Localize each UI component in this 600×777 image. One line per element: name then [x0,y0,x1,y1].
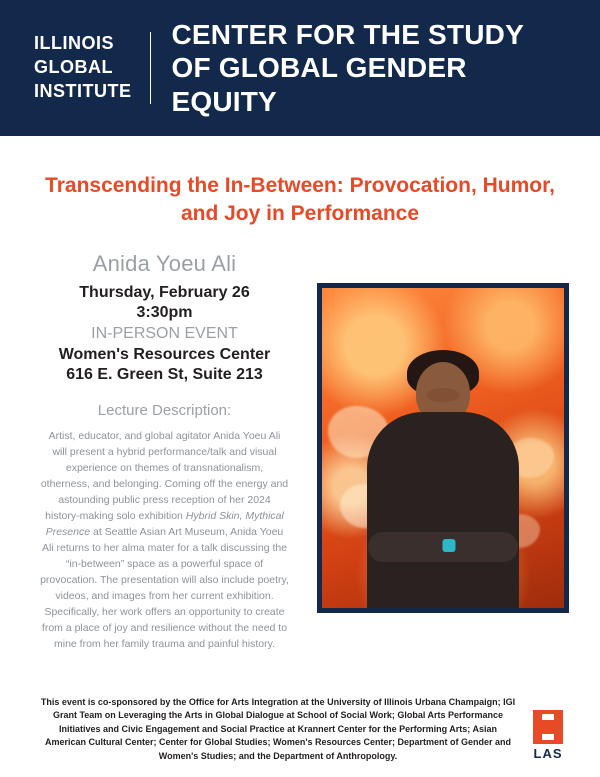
center-line-1: CENTER FOR THE STUDY [171,18,524,50]
poster-body [0,251,600,653]
speaker-name: Anida Yoeu Ali [92,250,237,276]
las-logo [526,710,570,761]
venue-name: Women's Resources Center [58,345,271,363]
sponsor-list: This event is co-sponsored by the Office for Arts Integration at the University of Illinois Urbana Champaign; IGI Grant Team on Leveraging the Arts in Global Dialogue at School of Social Work; Global Arts Performance Initiatives and Civic Engagement and Social Practice at Krannert Center for the Performing Arts; Asian American Cultural Center; Center for Global Studies; Women's Resources Center; Department of Gender and Women's Studies; and the Department of Anthropology. [40,696,516,761]
poster-header [0,0,600,136]
event-date: Thursday, February 26 [79,283,250,301]
portrait-ring [443,539,456,552]
center-name [171,18,578,119]
portrait-face-shadow [426,388,460,402]
photo-column [307,251,572,613]
page-title: Transcending the In-Between: Provocation, Humor, and Joy in Performance [45,174,555,226]
event-time: 3:30pm [136,303,193,321]
event-details-column [22,251,307,653]
poster-footer [0,696,600,777]
venue-address: 616 E. Green St, Suite 213 [66,366,263,384]
illinois-block-i-icon [533,710,563,744]
las-logo-text: LAS [533,746,563,761]
institute-line-1: ILLINOIS [34,33,114,54]
center-line-2: OF GLOBAL GENDER EQUITY [171,52,467,117]
event-format: IN-PERSON EVENT [91,324,238,342]
lecture-description-body [22,429,307,652]
illinois-global-institute-wordmark [34,32,150,104]
header-divider [150,32,152,104]
lecture-text-part-1: Artist, educator, and global agitator Anida Yoeu Ali will present a hybrid performance/talk and visual experience on themes of transnationalism, otherness, and belonging. Coming off the energy and astounding public press reception of her 2024 history-making solo exhibition [40,430,289,523]
portrait-torso [367,412,519,608]
institute-line-2: GLOBAL [34,57,113,78]
lecture-description-heading: Lecture Description: [97,402,232,420]
lecture-text-part-2: at Seattle Asian Art Museum, Anida Yoeu Ali returns to her alma mater for a talk discussing the “in-between” space as a powerful space of provocation. The presentation will also include poetry, videos, and images from her current exhibition. Specifically, her work offers an opportunity to create from a place of joy and resilience without the need to mine from her family trauma and painful history. [40,526,289,650]
speaker-photo [317,283,569,613]
institute-line-3: INSTITUTE [34,80,132,101]
exhibition-title: Hybrid Skin, Mythical Presence [45,510,284,538]
